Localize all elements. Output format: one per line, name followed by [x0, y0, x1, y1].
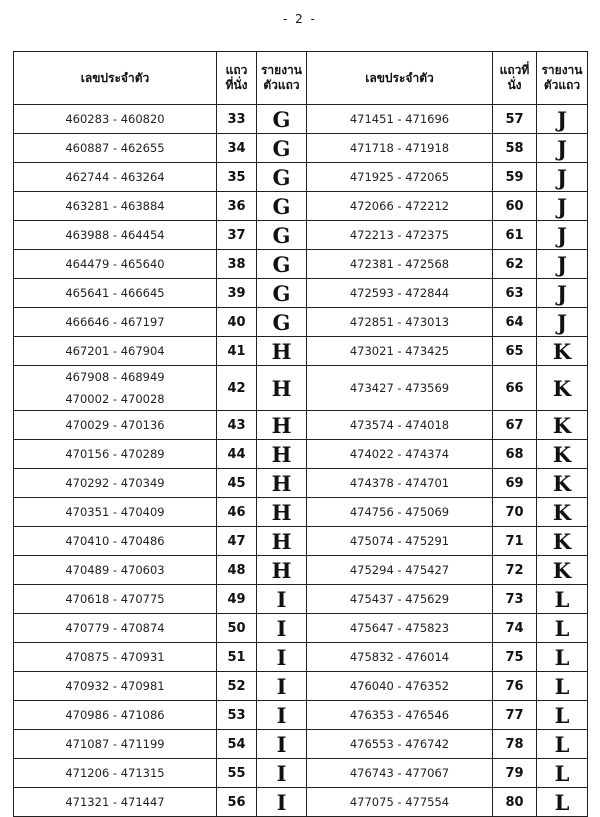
left-id-range: [14, 759, 217, 788]
left-id-range: [14, 614, 217, 643]
left-id-range-line: 470489 - 470603: [65, 563, 165, 577]
table-row: [14, 411, 588, 440]
left-report-group: G: [257, 134, 307, 163]
right-id-range: 474022 - 474374: [307, 440, 493, 469]
right-id-range: 475294 - 475427: [307, 556, 493, 585]
left-id-range-line: 463281 - 463884: [65, 199, 165, 213]
left-id-range-line: 464479 - 465640: [65, 257, 165, 271]
right-id-range: 472851 - 473013: [307, 308, 493, 337]
header-report-right-line1: รายงาน: [541, 63, 583, 77]
left-report-group: H: [257, 469, 307, 498]
left-report-group: I: [257, 730, 307, 759]
left-id-range: [14, 672, 217, 701]
left-id-range: [14, 366, 217, 411]
left-id-range-line: 467908 - 468949: [65, 370, 165, 384]
left-id-range: [14, 308, 217, 337]
left-seat-row: 47: [217, 527, 257, 556]
header-report-left: [257, 52, 307, 105]
right-seat-row: 67: [493, 411, 537, 440]
left-id-range-line: 466646 - 467197: [65, 315, 165, 329]
right-id-range: 475647 - 475823: [307, 614, 493, 643]
right-seat-row: 60: [493, 192, 537, 221]
page-number: - 2 -: [283, 12, 317, 26]
right-report-group: L: [537, 788, 588, 817]
table-row: [14, 701, 588, 730]
right-report-group: L: [537, 730, 588, 759]
left-report-group: H: [257, 366, 307, 411]
right-id-range: 472381 - 472568: [307, 250, 493, 279]
left-id-range-line: 470618 - 470775: [65, 592, 165, 606]
left-id-range-line: 470351 - 470409: [65, 505, 165, 519]
left-id-range-line: 460887 - 462655: [65, 141, 165, 155]
left-id-range: [14, 585, 217, 614]
right-report-group: J: [537, 308, 588, 337]
left-id-range-line: 470002 - 470028: [65, 392, 165, 406]
left-report-group: I: [257, 701, 307, 730]
left-seat-row: 41: [217, 337, 257, 366]
header-report-right-line2: ตัวแถว: [543, 78, 581, 92]
left-report-group: H: [257, 527, 307, 556]
left-id-range-line: 460283 - 460820: [65, 112, 165, 126]
right-report-group: J: [537, 192, 588, 221]
left-seat-row: 33: [217, 105, 257, 134]
table-row: [14, 585, 588, 614]
right-report-group: L: [537, 643, 588, 672]
left-seat-row: 35: [217, 163, 257, 192]
left-id-range-line: 470779 - 470874: [65, 621, 165, 635]
right-id-range: 472066 - 472212: [307, 192, 493, 221]
right-id-range: 477075 - 477554: [307, 788, 493, 817]
left-id-range-line: 471206 - 471315: [65, 766, 165, 780]
header-seat-row-right-line2: นั่ง: [507, 78, 522, 92]
left-seat-row: 44: [217, 440, 257, 469]
right-report-group: K: [537, 556, 588, 585]
left-seat-row: 53: [217, 701, 257, 730]
left-id-range: [14, 469, 217, 498]
right-id-range: 472593 - 472844: [307, 279, 493, 308]
right-report-group: L: [537, 585, 588, 614]
left-id-range-line: 465641 - 466645: [65, 286, 165, 300]
right-report-group: K: [537, 498, 588, 527]
table-row: [14, 730, 588, 759]
right-id-range: 473021 - 473425: [307, 337, 493, 366]
right-seat-row: 75: [493, 643, 537, 672]
left-seat-row: 48: [217, 556, 257, 585]
left-id-range-line: 470875 - 470931: [65, 650, 165, 664]
left-seat-row: 34: [217, 134, 257, 163]
left-id-range: [14, 163, 217, 192]
left-id-range: [14, 105, 217, 134]
right-seat-row: 68: [493, 440, 537, 469]
table-row: [14, 788, 588, 817]
right-seat-row: 70: [493, 498, 537, 527]
table-row: [14, 105, 588, 134]
left-seat-row: 38: [217, 250, 257, 279]
right-seat-row: 61: [493, 221, 537, 250]
right-id-range: 475832 - 476014: [307, 643, 493, 672]
right-id-range: 476553 - 476742: [307, 730, 493, 759]
right-seat-row: 72: [493, 556, 537, 585]
header-seat-row-line1: แถว: [225, 63, 248, 77]
right-seat-row: 74: [493, 614, 537, 643]
table-row: [14, 308, 588, 337]
seating-table: [13, 51, 588, 817]
right-id-range: 476040 - 476352: [307, 672, 493, 701]
table-row: [14, 163, 588, 192]
right-id-range: 474378 - 474701: [307, 469, 493, 498]
right-seat-row: 73: [493, 585, 537, 614]
right-report-group: J: [537, 279, 588, 308]
header-report-line2: ตัวแถว: [263, 78, 300, 92]
right-id-range: 476743 - 477067: [307, 759, 493, 788]
header-seat-row-left: [217, 52, 257, 105]
right-seat-row: 65: [493, 337, 537, 366]
header-seat-row-right: [493, 52, 537, 105]
right-report-group: K: [537, 469, 588, 498]
left-report-group: H: [257, 411, 307, 440]
right-report-group: K: [537, 366, 588, 411]
right-report-group: J: [537, 134, 588, 163]
right-report-group: L: [537, 672, 588, 701]
left-seat-row: 40: [217, 308, 257, 337]
left-report-group: H: [257, 498, 307, 527]
left-report-group: G: [257, 192, 307, 221]
right-report-group: J: [537, 105, 588, 134]
right-report-group: L: [537, 759, 588, 788]
left-id-range: [14, 730, 217, 759]
left-id-range-line: 470156 - 470289: [65, 447, 165, 461]
right-report-group: K: [537, 411, 588, 440]
right-seat-row: 62: [493, 250, 537, 279]
left-seat-row: 49: [217, 585, 257, 614]
left-id-range: [14, 527, 217, 556]
header-seat-row-line2: ที่นั่ง: [225, 78, 248, 92]
table-row: [14, 221, 588, 250]
left-id-range: [14, 134, 217, 163]
table-row: [14, 556, 588, 585]
left-report-group: I: [257, 672, 307, 701]
right-seat-row: 63: [493, 279, 537, 308]
left-id-range: [14, 498, 217, 527]
right-id-range: 473574 - 474018: [307, 411, 493, 440]
right-seat-row: 79: [493, 759, 537, 788]
left-id-range-line: 471087 - 471199: [65, 737, 165, 751]
header-report-right: [537, 52, 588, 105]
right-seat-row: 71: [493, 527, 537, 556]
right-seat-row: 57: [493, 105, 537, 134]
right-seat-row: 58: [493, 134, 537, 163]
left-id-range-line: 463988 - 464454: [65, 228, 165, 242]
right-report-group: L: [537, 701, 588, 730]
right-id-range: 474756 - 475069: [307, 498, 493, 527]
left-id-range-line: 462744 - 463264: [65, 170, 165, 184]
left-report-group: G: [257, 163, 307, 192]
header-row: [14, 52, 588, 105]
left-report-group: I: [257, 759, 307, 788]
right-id-range: 471451 - 471696: [307, 105, 493, 134]
left-id-range-line: 471321 - 471447: [65, 795, 165, 809]
left-report-group: G: [257, 279, 307, 308]
left-report-group: I: [257, 643, 307, 672]
left-seat-row: 42: [217, 366, 257, 411]
right-seat-row: 80: [493, 788, 537, 817]
left-seat-row: 46: [217, 498, 257, 527]
right-seat-row: 78: [493, 730, 537, 759]
left-id-range: [14, 556, 217, 585]
left-id-range: [14, 279, 217, 308]
right-report-group: J: [537, 163, 588, 192]
right-report-group: K: [537, 527, 588, 556]
table-row: [14, 759, 588, 788]
left-id-range: [14, 643, 217, 672]
right-id-range: 473427 - 473569: [307, 366, 493, 411]
header-id-range-right: เลขประจำตัว: [307, 52, 493, 105]
header-id-range-left: เลขประจำตัว: [14, 52, 217, 105]
table-row: [14, 134, 588, 163]
table-row: [14, 469, 588, 498]
left-seat-row: 43: [217, 411, 257, 440]
right-id-range: 475437 - 475629: [307, 585, 493, 614]
table-body: [14, 105, 588, 817]
left-report-group: H: [257, 337, 307, 366]
left-report-group: G: [257, 308, 307, 337]
table-row: [14, 366, 588, 411]
right-seat-row: 76: [493, 672, 537, 701]
left-id-range: [14, 411, 217, 440]
left-report-group: I: [257, 585, 307, 614]
left-seat-row: 37: [217, 221, 257, 250]
table-row: [14, 192, 588, 221]
table-row: [14, 250, 588, 279]
left-seat-row: 56: [217, 788, 257, 817]
right-report-group: K: [537, 440, 588, 469]
right-report-group: J: [537, 221, 588, 250]
left-id-range-line: 470410 - 470486: [65, 534, 165, 548]
right-seat-row: 59: [493, 163, 537, 192]
left-seat-row: 55: [217, 759, 257, 788]
table-row: [14, 672, 588, 701]
right-id-range: 476353 - 476546: [307, 701, 493, 730]
left-seat-row: 36: [217, 192, 257, 221]
right-id-range: 471718 - 471918: [307, 134, 493, 163]
left-seat-row: 51: [217, 643, 257, 672]
left-id-range-line: 470932 - 470981: [65, 679, 165, 693]
left-seat-row: 54: [217, 730, 257, 759]
left-report-group: G: [257, 105, 307, 134]
left-id-range: [14, 192, 217, 221]
right-report-group: L: [537, 614, 588, 643]
left-id-range: [14, 337, 217, 366]
header-seat-row-right-line1: แถวที่: [499, 63, 530, 77]
left-report-group: G: [257, 250, 307, 279]
table-row: [14, 527, 588, 556]
left-id-range-line: 470292 - 470349: [65, 476, 165, 490]
right-seat-row: 69: [493, 469, 537, 498]
table-row: [14, 614, 588, 643]
left-report-group: H: [257, 556, 307, 585]
left-id-range: [14, 250, 217, 279]
right-id-range: 471925 - 472065: [307, 163, 493, 192]
right-id-range: 472213 - 472375: [307, 221, 493, 250]
table-row: [14, 440, 588, 469]
table-row: [14, 498, 588, 527]
left-seat-row: 39: [217, 279, 257, 308]
left-report-group: I: [257, 788, 307, 817]
left-report-group: H: [257, 440, 307, 469]
left-report-group: G: [257, 221, 307, 250]
left-seat-row: 52: [217, 672, 257, 701]
right-id-range: 475074 - 475291: [307, 527, 493, 556]
right-seat-row: 64: [493, 308, 537, 337]
left-id-range-line: 467201 - 467904: [65, 344, 165, 358]
left-id-range: [14, 788, 217, 817]
left-id-range-line: 470029 - 470136: [65, 418, 165, 432]
left-report-group: I: [257, 614, 307, 643]
left-id-range: [14, 221, 217, 250]
left-id-range-line: 470986 - 471086: [65, 708, 165, 722]
right-seat-row: 66: [493, 366, 537, 411]
left-id-range: [14, 440, 217, 469]
table-row: [14, 643, 588, 672]
right-report-group: K: [537, 337, 588, 366]
left-seat-row: 50: [217, 614, 257, 643]
right-seat-row: 77: [493, 701, 537, 730]
left-id-range: [14, 701, 217, 730]
left-seat-row: 45: [217, 469, 257, 498]
table-row: [14, 337, 588, 366]
header-report-line1: รายงาน: [260, 63, 302, 77]
table-row: [14, 279, 588, 308]
right-report-group: J: [537, 250, 588, 279]
